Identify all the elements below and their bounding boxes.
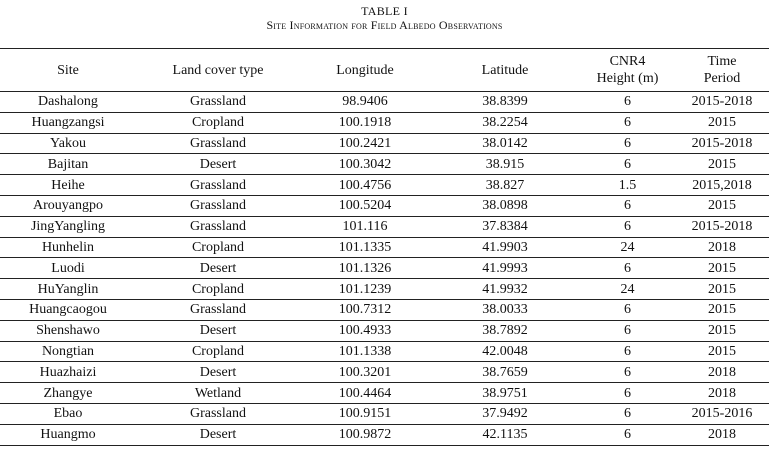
cell-time-period: 2015: [675, 320, 769, 341]
cell-cnr4-height: 24: [580, 237, 675, 258]
cell-land-cover: Desert: [136, 154, 300, 175]
cell-longitude: 100.3201: [300, 362, 430, 383]
cell-site: Yakou: [0, 133, 136, 154]
cell-longitude: 100.1918: [300, 112, 430, 133]
header-land-cover: Land cover type: [136, 49, 300, 92]
cell-latitude: 41.9932: [430, 279, 580, 300]
cell-cnr4-height: 6: [580, 258, 675, 279]
cell-longitude: 100.2421: [300, 133, 430, 154]
cell-latitude: 42.0048: [430, 341, 580, 362]
table-row: [0, 154, 769, 175]
cell-cnr4-height: 6: [580, 92, 675, 113]
cell-latitude: 38.827: [430, 175, 580, 196]
cell-site: Dashalong: [0, 92, 136, 113]
cell-time-period: 2015,2018: [675, 175, 769, 196]
cell-time-period: 2015: [675, 341, 769, 362]
cell-longitude: 100.4756: [300, 175, 430, 196]
cell-longitude: 101.1239: [300, 279, 430, 300]
cell-latitude: 41.9903: [430, 237, 580, 258]
cell-land-cover: Grassland: [136, 403, 300, 424]
cell-time-period: 2018: [675, 383, 769, 404]
cell-latitude: 38.2254: [430, 112, 580, 133]
table-row: [0, 320, 769, 341]
cell-latitude: 37.9492: [430, 403, 580, 424]
table-row: [0, 195, 769, 216]
cell-latitude: 38.7659: [430, 362, 580, 383]
cell-site: HuYanglin: [0, 279, 136, 300]
header-latitude: Latitude: [430, 49, 580, 92]
cell-cnr4-height: 6: [580, 362, 675, 383]
cell-longitude: 100.7312: [300, 299, 430, 320]
header-cnr4-line1: CNR4: [609, 54, 646, 69]
cell-time-period: 2015: [675, 112, 769, 133]
cell-land-cover: Grassland: [136, 216, 300, 237]
cell-latitude: 38.9751: [430, 383, 580, 404]
cell-longitude: 100.4464: [300, 383, 430, 404]
cell-cnr4-height: 6: [580, 403, 675, 424]
table-row: [0, 341, 769, 362]
cell-longitude: 101.1326: [300, 258, 430, 279]
cell-time-period: 2015: [675, 299, 769, 320]
cell-latitude: 38.7892: [430, 320, 580, 341]
site-information-table: [0, 48, 769, 446]
cell-site: Nongtian: [0, 341, 136, 362]
cell-time-period: 2018: [675, 424, 769, 445]
header-site: Site: [0, 49, 136, 92]
cell-latitude: 42.1135: [430, 424, 580, 445]
cell-site: Huangmo: [0, 424, 136, 445]
cell-land-cover: Grassland: [136, 133, 300, 154]
cell-site: Zhangye: [0, 383, 136, 404]
cell-time-period: 2015-2018: [675, 92, 769, 113]
table-row: [0, 362, 769, 383]
cell-land-cover: Desert: [136, 362, 300, 383]
cell-cnr4-height: 6: [580, 383, 675, 404]
cell-longitude: 100.9151: [300, 403, 430, 424]
cell-site: JingYangling: [0, 216, 136, 237]
table-row: [0, 383, 769, 404]
cell-site: Huazhaizi: [0, 362, 136, 383]
cell-longitude: 101.1338: [300, 341, 430, 362]
cell-latitude: 38.0142: [430, 133, 580, 154]
cell-time-period: 2015-2016: [675, 403, 769, 424]
cell-land-cover: Cropland: [136, 341, 300, 362]
cell-cnr4-height: 6: [580, 154, 675, 175]
cell-longitude: 100.4933: [300, 320, 430, 341]
header-cnr4-height: [580, 49, 675, 92]
header-cnr4-line2: Height (m): [596, 71, 659, 86]
cell-longitude: 100.9872: [300, 424, 430, 445]
cell-cnr4-height: 1.5: [580, 175, 675, 196]
table-body: [0, 92, 769, 446]
cell-time-period: 2015: [675, 258, 769, 279]
cell-site: Heihe: [0, 175, 136, 196]
table-row: [0, 216, 769, 237]
cell-cnr4-height: 6: [580, 195, 675, 216]
header-time-line2: Period: [703, 71, 741, 86]
cell-cnr4-height: 24: [580, 279, 675, 300]
cell-site: Huangzangsi: [0, 112, 136, 133]
cell-land-cover: Desert: [136, 424, 300, 445]
cell-site: Bajitan: [0, 154, 136, 175]
table-row: [0, 133, 769, 154]
cell-longitude: 98.9406: [300, 92, 430, 113]
cell-longitude: 100.3042: [300, 154, 430, 175]
cell-time-period: 2015: [675, 154, 769, 175]
table-header-row: [0, 49, 769, 92]
header-time-period: [675, 49, 769, 92]
cell-cnr4-height: 6: [580, 216, 675, 237]
cell-land-cover: Cropland: [136, 112, 300, 133]
cell-site: Luodi: [0, 258, 136, 279]
table-row: [0, 175, 769, 196]
cell-time-period: 2015-2018: [675, 133, 769, 154]
table-row: [0, 112, 769, 133]
cell-land-cover: Wetland: [136, 383, 300, 404]
cell-longitude: 100.5204: [300, 195, 430, 216]
cell-land-cover: Grassland: [136, 175, 300, 196]
cell-cnr4-height: 6: [580, 320, 675, 341]
cell-land-cover: Grassland: [136, 195, 300, 216]
table-row: [0, 424, 769, 445]
cell-latitude: 41.9993: [430, 258, 580, 279]
table-row: [0, 403, 769, 424]
cell-time-period: 2018: [675, 237, 769, 258]
cell-latitude: 38.0033: [430, 299, 580, 320]
cell-longitude: 101.1335: [300, 237, 430, 258]
cell-land-cover: Grassland: [136, 92, 300, 113]
table-row: [0, 258, 769, 279]
cell-land-cover: Cropland: [136, 237, 300, 258]
table-row: [0, 92, 769, 113]
cell-site: Hunhelin: [0, 237, 136, 258]
cell-cnr4-height: 6: [580, 112, 675, 133]
table-title: Site Information for Field Albedo Observations: [266, 18, 503, 32]
cell-land-cover: Cropland: [136, 279, 300, 300]
cell-site: Ebao: [0, 403, 136, 424]
table-row: [0, 237, 769, 258]
cell-time-period: 2015: [675, 195, 769, 216]
cell-longitude: 101.116: [300, 216, 430, 237]
header-longitude: Longitude: [300, 49, 430, 92]
table-row: [0, 279, 769, 300]
cell-latitude: 38.915: [430, 154, 580, 175]
cell-land-cover: Desert: [136, 258, 300, 279]
cell-time-period: 2018: [675, 362, 769, 383]
cell-latitude: 38.0898: [430, 195, 580, 216]
cell-site: Arouyangpo: [0, 195, 136, 216]
cell-land-cover: Grassland: [136, 299, 300, 320]
cell-site: Shenshawo: [0, 320, 136, 341]
cell-cnr4-height: 6: [580, 133, 675, 154]
cell-time-period: 2015-2018: [675, 216, 769, 237]
cell-site: Huangcaogou: [0, 299, 136, 320]
cell-latitude: 38.8399: [430, 92, 580, 113]
cell-land-cover: Desert: [136, 320, 300, 341]
table-label: TABLE I: [361, 4, 408, 18]
cell-time-period: 2015: [675, 279, 769, 300]
cell-latitude: 37.8384: [430, 216, 580, 237]
cell-cnr4-height: 6: [580, 424, 675, 445]
cell-cnr4-height: 6: [580, 341, 675, 362]
header-time-line1: Time: [707, 54, 737, 69]
table-row: [0, 299, 769, 320]
cell-cnr4-height: 6: [580, 299, 675, 320]
